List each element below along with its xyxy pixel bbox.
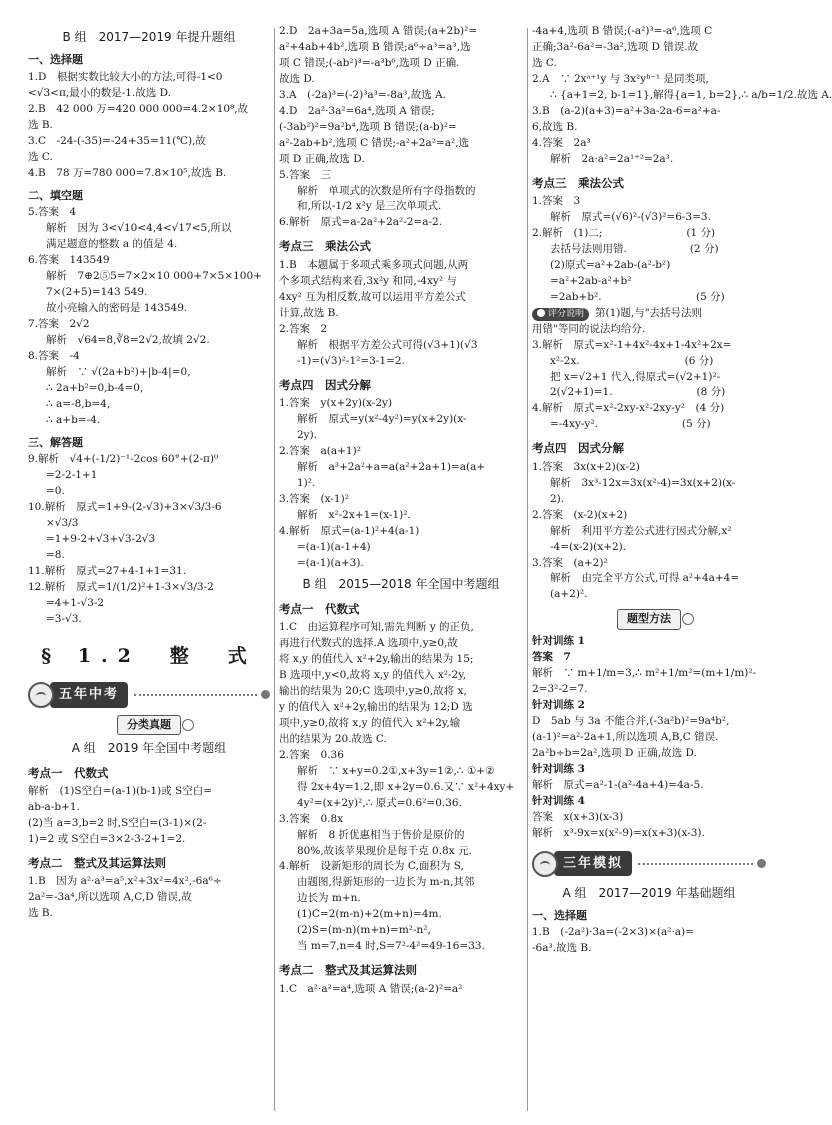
answer-line: 和,所以-1/2 x²y 是三次单项式. xyxy=(297,200,442,213)
answer-line: 选 B. xyxy=(28,118,53,131)
answer-line: -4=(x-2)(x+2). xyxy=(550,540,627,553)
answer-line: 12.解析 原式=1/(1/2)²+1-3×√3/3-2 xyxy=(28,581,214,594)
answer-line: 选 B. xyxy=(28,907,53,920)
group-header: B 组 2015—2018 年全国中考题组 xyxy=(302,577,500,592)
answer-line: 4.解析 原式=x²-2xy-x²-2xy-y² (4 分) xyxy=(532,402,725,415)
answer-line: 4y²=(x+2y)²,∴ 原式=0.6²=0.36. xyxy=(297,796,462,809)
answer-line: 解析 ∵ √(2a+b²)+|b-4|=0, xyxy=(46,365,191,378)
kaodian-lines xyxy=(279,258,523,370)
answer-line: =4+1-√3-2 xyxy=(46,596,105,609)
section-heading: 三、解答题 xyxy=(28,435,83,449)
answer-line: <√3<π,最小的数是-1.故选 D. xyxy=(28,86,171,99)
answer-line: 5.答案 4 xyxy=(28,206,77,219)
answer-line: 1.B (-2a²)·3a=(-2×3)×(a²·a)= xyxy=(532,926,694,939)
three-year-banner xyxy=(532,850,766,878)
answer-line: 6,故选 B. xyxy=(532,120,578,133)
answer-line: 项 C 错误;(-ab²)³=-a³b⁶,选项 D 正确. xyxy=(279,56,460,69)
answer-line: 选 C. xyxy=(28,150,53,163)
answer-lines xyxy=(279,24,523,231)
answer-line: 解析 利用平方差公式进行因式分解,x² xyxy=(550,524,732,537)
banner-dotted-line xyxy=(638,863,753,865)
answer-line: 选 C. xyxy=(532,56,557,69)
answer-line: 解析 原式=a²-1-(a²-4a+4)=4a-5. xyxy=(532,778,704,791)
kaodian-lines xyxy=(279,982,523,998)
answer-line: 解析 原式=y(x²-4y²)=y(x+2y)(x- xyxy=(297,412,467,425)
answer-line: =a²+2ab-a²+b² xyxy=(550,274,632,287)
answer-line: (-3ab²)²=9a²b⁴,选项 B 错误;(a-b)²= xyxy=(279,120,457,133)
section-heading: 一、选择题 xyxy=(532,908,587,922)
answer-lines xyxy=(532,925,766,957)
answer-line: -1)=(√3)²-1²=3-1=2. xyxy=(297,354,405,367)
answer-line: 1.答案 y(x+2y)(x-2y) xyxy=(279,397,393,409)
answer-line: =2-2-1+1 xyxy=(46,469,98,482)
kaodian-title: 考点三 乘法公式 xyxy=(279,239,371,254)
method-badge xyxy=(532,609,766,630)
answer-line: 解析 根据平方差公式可得(√3+1)(√3 xyxy=(297,338,478,351)
answer-line: 7.答案 2√2 xyxy=(28,318,90,331)
kaodian-lines xyxy=(532,460,766,604)
answer-line: 3.答案 0.8x xyxy=(279,812,344,825)
group-header: B 组 2017—2019 年提升题组 xyxy=(62,30,236,44)
answer-line: 4.答案 2a³ xyxy=(532,136,591,149)
answer-line: 3.解析 原式=x²-1+4x²-4x+1-4x²+2x= xyxy=(532,338,732,351)
answer-line: ∴ a+b=-4. xyxy=(46,413,101,426)
answer-line: =(a-1)(a-1+4) xyxy=(297,540,371,553)
column-right xyxy=(532,24,832,1119)
answer-line: 1.B 因为 a²·a³=a⁵,x²+3x²=4x²,-6a⁶÷ xyxy=(28,875,222,888)
answer-line: 解析 因为 3<√10<4,4<√17<5,所以 xyxy=(46,222,232,235)
note-label: 评分说明 xyxy=(548,308,585,319)
answer-line: 8.答案 -4 xyxy=(28,349,80,362)
answer-line: 2.B 42 000 万=420 000 000=4.2×10⁸,故 xyxy=(28,102,249,115)
answer-line: 6.答案 143549 xyxy=(28,254,110,267)
answer-line: 2a²=-3a⁴,所以选项 A,C,D 错误,故 xyxy=(28,891,192,904)
answer-line: 2.答案 (x-2)(x+2) xyxy=(532,508,628,521)
answer-line: 3.A (-2a)³=(-2)³a³=-8a³,故选 A. xyxy=(279,88,446,101)
answer-line: 1.答案 3 xyxy=(532,195,581,208)
answer-line: 再进行代数式的选择.A 选项中,y≥0,故 xyxy=(279,637,458,650)
answer-line: 3.答案 (x-1)² xyxy=(279,492,349,505)
answer-line: 4xy² 互为相反数,故可以运用平方差公式 xyxy=(279,290,466,303)
answer-line: 针对训练 2 xyxy=(532,698,585,711)
banner-label: 五年中考 xyxy=(50,682,128,708)
answer-line: -6a³.故选 B. xyxy=(532,942,592,955)
column-divider xyxy=(527,28,528,1111)
answer-line: 10.解析 原式=1+9-(2-√3)+3×√3/3-6 xyxy=(28,501,222,514)
answer-line: 1.B 本题属于多项式乘多项式问题,从两 xyxy=(279,258,469,271)
five-year-banner xyxy=(28,681,270,709)
answer-line: =1+9-2+√3+√3-2√3 xyxy=(46,533,156,546)
answer-line: =-4xy-y². (5 分) xyxy=(550,418,711,431)
answer-line: (2)原式=a²+2ab-(a²-b²) xyxy=(550,258,671,271)
answer-line: 2.A ∵ 2xᵃ⁺¹y 与 3x²yᵇ⁻¹ 是同类项, xyxy=(532,72,709,85)
kaodian-title: 考点二 整式及其运算法则 xyxy=(279,963,417,978)
answer-line: (2)当 a=3,b=2 时,S空白=(3-1)×(2- xyxy=(28,817,207,830)
answer-line: 5.答案 三 xyxy=(279,168,332,181)
answer-line: ab-a-b+1. xyxy=(28,801,80,814)
answer-line: (1)C=2(m-n)+2(m+n)=4m. xyxy=(297,908,442,921)
answer-line: 项中,y≥0,故将 x,y 的值代入 x²+2y,输 xyxy=(279,716,461,729)
note-text: 用错"等同的说法均给分. xyxy=(532,322,646,335)
answer-line: 1.D 根据实数比较大小的方法,可得-1<0 xyxy=(28,70,223,83)
answer-line: 出的结果为 20.故选 C. xyxy=(279,732,387,745)
note-icon xyxy=(537,309,545,317)
answer-line: 1)². xyxy=(297,476,316,489)
answer-line: 项 D 正确,故选 D. xyxy=(279,152,365,165)
kaodian-title: 考点四 因式分解 xyxy=(279,377,371,392)
col1-sections xyxy=(28,52,270,628)
answer-line: a²+4ab+4b²,选项 B 错误;a⁶÷a³=a³,选 xyxy=(279,40,471,53)
answer-line: 解析 (1)S空白=(a-1)(b-1)或 S空白= xyxy=(28,785,213,798)
answer-line: (a+2)². xyxy=(550,588,588,601)
chapter-title: § 1.2 整 式 xyxy=(41,644,257,667)
answer-line: 解析 单项式的次数是所有字母指数的 xyxy=(297,184,476,197)
answer-line: 2(√2+1)=1. (8 分) xyxy=(550,386,726,399)
column-middle xyxy=(279,24,523,1119)
kaodian-lines xyxy=(28,784,270,848)
answer-line: y 的值代入 x²+2y,输出的结果为 12;D 选 xyxy=(279,700,473,713)
answer-line: 答案 7 xyxy=(532,651,571,664)
answer-line: 2a²b÷b=2a²,选项 D 正确,故选 D. xyxy=(532,746,697,759)
answer-line: 1.C a²·a²=a⁴,选项 A 错误;(a-2)²=a² xyxy=(279,982,463,995)
answer-line: 7×(2+5)=143 549. xyxy=(46,286,148,299)
kaodian-lines xyxy=(532,194,766,306)
answer-line: 计算,故选 B. xyxy=(279,306,339,319)
banner-dot-icon xyxy=(261,690,270,699)
badge-label: 分类真题 xyxy=(117,715,181,736)
kaodian-lines xyxy=(532,338,766,434)
training-lines xyxy=(532,634,766,841)
mascot-icon xyxy=(28,682,54,708)
kaodian-title: 考点四 因式分解 xyxy=(532,441,624,456)
answer-line: ×√3/3 xyxy=(46,517,79,530)
answer-line: 2.答案 a(a+1)² xyxy=(279,444,361,457)
category-badge xyxy=(28,715,270,736)
answer-line: =0. xyxy=(46,485,65,498)
answer-line: 解析 8 折优惠相当于售价是原价的 xyxy=(297,828,465,841)
answer-line: 1)=2 或 S空白=3×2-3-2+1=2. xyxy=(28,833,186,846)
answer-line: 4.B 78 万=780 000=7.8×10⁵,故选 B. xyxy=(28,166,227,179)
scoring-note xyxy=(532,306,766,322)
answer-line: =3-√3. xyxy=(46,612,82,625)
kaodian-lines xyxy=(279,620,523,955)
answer-line: 故选 D. xyxy=(279,72,315,85)
answer-line: 解析 x²-2x+1=(x-1)². xyxy=(297,508,411,521)
answer-lines xyxy=(532,24,832,168)
answer-line: 故小亮输入的密码是 143549. xyxy=(46,302,188,315)
answer-line: 11.解析 原式=27+4-1+1=31. xyxy=(28,565,187,578)
answer-line: 答案 x(x+3)(x-3) xyxy=(532,810,624,823)
kaodian-lines xyxy=(28,874,270,922)
answer-line: 解析 原式=(√6)²-(√3)²=6-3=3. xyxy=(550,211,711,223)
answer-line: 解析 ∵ x+y=0.2①,x+3y=1②,∴ ①+② xyxy=(297,764,495,777)
method-badge-label: 题型方法 xyxy=(617,609,681,630)
answer-line: 解析 √64=8,∛8=2√2,故填 2√2. xyxy=(46,333,210,346)
answer-line: 解析 a³+2a²+a=a(a²+2a+1)=a(a+ xyxy=(297,460,486,473)
section-lines xyxy=(28,452,270,627)
answer-line: 针对训练 1 xyxy=(532,635,585,648)
answer-line: 去括号法则用错. (2 分) xyxy=(550,242,719,255)
section-heading: 二、填空题 xyxy=(28,188,83,202)
answer-line: 4.解析 设新矩形的周长为 C,面积为 S, xyxy=(279,860,464,873)
answer-line: D 5ab 与 3a 不能合并,(-3a²b)²=9a⁴b², xyxy=(532,714,730,727)
answer-line: 1.C 由运算程序可知,需先判断 y 的正负, xyxy=(279,621,474,634)
answer-line: ∴ {a+1=2, b-1=1},解得{a=1, b=2},∴ a/b=1/2.故选 A. xyxy=(550,88,832,101)
answer-line: 2y). xyxy=(297,428,318,441)
answer-line: 个多项式结构来看,3x²y 和同,-4xy² 与 xyxy=(279,274,457,287)
answer-line: 解析 ∵ m+1/m=3,∴ m²+1/m²=(m+1/m)²- xyxy=(532,667,757,680)
column-left xyxy=(28,24,270,1119)
answer-line: =8. xyxy=(46,549,65,562)
column-divider xyxy=(274,28,275,1111)
answer-line: 2.答案 2 xyxy=(279,322,328,335)
answer-line: 9.解析 √4+(-1/2)⁻¹-2cos 60°+(2-π)⁰ xyxy=(28,453,219,466)
answer-line: 3.C -24-(-35)=-24+35=11(℃),故 xyxy=(28,134,206,147)
answer-line: (2)S=(m-n)(m+n)=m²-n², xyxy=(297,924,431,937)
answer-line: B 选项中,y<0,故将 x,y 的值代入 x²-2y, xyxy=(279,669,467,682)
note-text: 第(1)题,与"去括号法则 xyxy=(595,306,703,319)
answer-line: ∴ a=-8,b=4, xyxy=(46,397,111,410)
answer-line: 边长为 m+n. xyxy=(297,892,361,905)
answer-line: 4.解析 原式=(a-1)²+4(a-1) xyxy=(279,524,420,537)
answer-line: 6.解析 原式=a-2a²+2a²-2=a-2. xyxy=(279,216,443,229)
answer-line: 2.D 2a+3a=5a,选项 A 错误;(a+2b)²= xyxy=(279,25,478,37)
mascot-icon xyxy=(532,851,558,877)
answer-line: 3.答案 (a+2)² xyxy=(532,556,608,569)
kaodian-title: 考点三 乘法公式 xyxy=(532,175,624,190)
answer-line: 4.D 2a²·3a²=6a⁴,选项 A 错误; xyxy=(279,104,435,117)
section-lines xyxy=(28,70,270,182)
answer-line: 2=3²-2=7. xyxy=(532,682,588,695)
answer-line: 将 x,y 的值代入 x²+2y,输出的结果为 15; xyxy=(279,653,474,666)
answer-line: 2.答案 0.36 xyxy=(279,748,344,761)
answer-line: 由题图,得新矩形的一边长为 m-n,其邻 xyxy=(297,876,475,889)
section-heading: 一、选择题 xyxy=(28,53,83,67)
banner-dot-icon xyxy=(757,859,766,868)
answer-line: =2ab+b². (5 分) xyxy=(550,290,725,303)
answer-line: 解析 x³-9x=x(x²-9)=x(x+3)(x-3). xyxy=(532,826,705,839)
answer-line: 把 x=√2+1 代入,得原式=(√2+1)²- xyxy=(550,370,721,383)
answer-line: 满足题意的整数 a 的值是 4. xyxy=(46,238,178,251)
answer-line: -4a+4,选项 B 错误;(-a²)³=-a⁶,选项 C xyxy=(532,25,713,37)
answer-line: 2.解析 (1)二; (1 分) xyxy=(532,226,716,239)
group-header: A 组 2019 年全国中考题组 xyxy=(71,741,227,756)
answer-line: 当 m=7,n=4 时,S=7²-4²=49-16=33. xyxy=(297,940,485,953)
answer-line: 解析 由完全平方公式,可得 a²+4a+4= xyxy=(550,572,740,585)
answer-line: ∴ 2a+b²=0,b-4=0, xyxy=(46,381,144,394)
answer-line: 2). xyxy=(550,492,565,505)
section-lines xyxy=(28,205,270,428)
answer-line: 解析 3x³-12x=3x(x²-4)=3x(x+2)(x- xyxy=(550,476,736,489)
answer-line: 得 2x+4y=1.2,即 x+2y=0.6.又∵ x²+4xy+ xyxy=(297,780,515,793)
answer-line: 1.答案 3x(x+2)(x-2) xyxy=(532,460,640,473)
answer-line: (a-1)²=a²-2a+1,所以选项 A,B,C 错误. xyxy=(532,730,719,743)
answer-line: 输出的结果为 20;C 选项中,y≥0,故将 x, xyxy=(279,685,467,697)
answer-line: 80%,故该苹果现价是每千克 0.8x 元. xyxy=(297,844,472,857)
answer-line: 解析 2a·a²=2a¹⁺²=2a³. xyxy=(550,152,674,165)
kaodian-title: 考点二 整式及其运算法则 xyxy=(28,856,166,870)
answer-line: a²-2ab+b²,选项 C 错误;-a²+2a²=a²,选 xyxy=(279,136,470,149)
kaodian-lines xyxy=(279,396,523,571)
group-header: A 组 2017—2019 年基础题组 xyxy=(562,885,736,900)
answer-line: 正确;3a²-6a²=-3a²,选项 D 错误.故 xyxy=(532,40,699,53)
kaodian-title: 考点一 代数式 xyxy=(279,601,360,616)
answer-line: 解析 7⊕2⑤5=7×2×10 000+7×5×100+ xyxy=(46,270,262,283)
answer-line: =(a-1)(a+3). xyxy=(297,556,364,569)
answer-line: 针对训练 3 xyxy=(532,762,585,775)
answer-line: 3.B (a-2)(a+3)=a²+3a-2a-6=a²+a- xyxy=(532,104,721,117)
banner-dotted-line xyxy=(134,694,257,696)
answer-line: 针对训练 4 xyxy=(532,794,585,807)
scoring-note-tag xyxy=(532,308,589,322)
answer-line: x²-2x. (6 分) xyxy=(550,354,714,367)
banner-label: 三年模拟 xyxy=(554,851,632,877)
kaodian-title: 考点一 代数式 xyxy=(28,765,109,780)
